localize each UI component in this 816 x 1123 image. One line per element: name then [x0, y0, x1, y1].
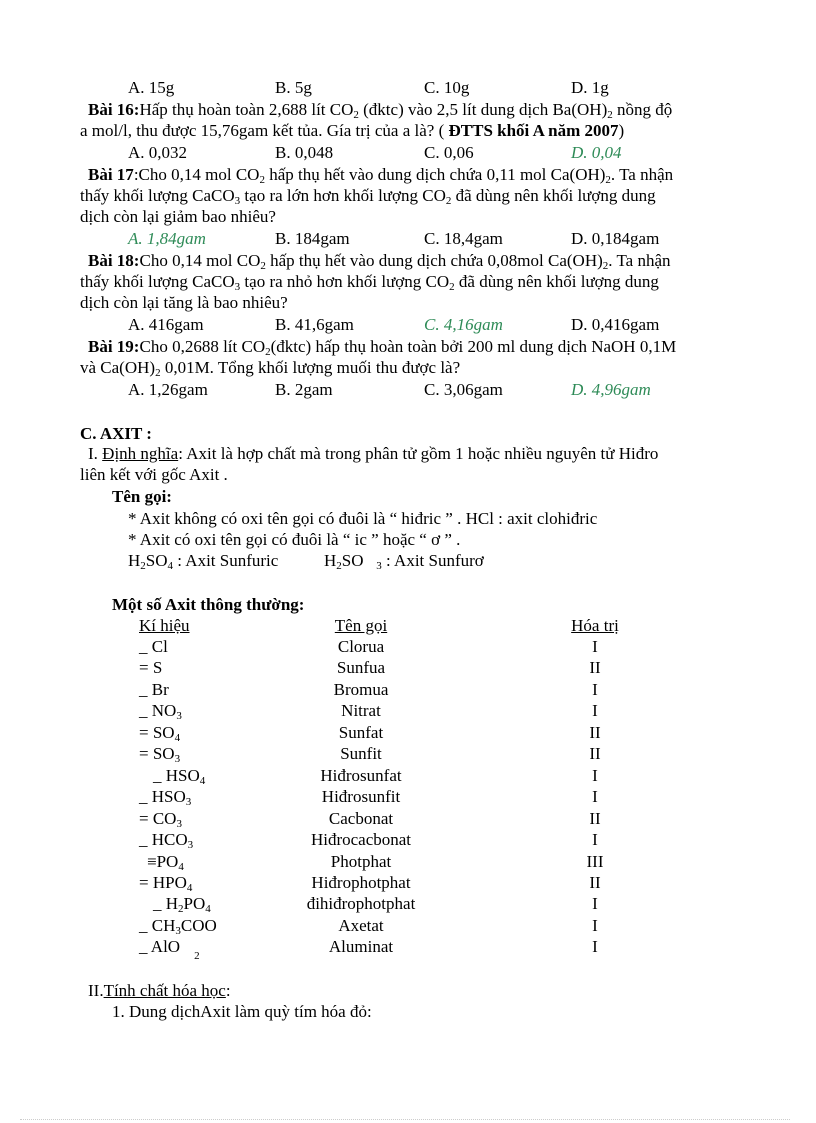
answer-a: A. 15g: [128, 78, 175, 97]
answer-b: B. 5g: [275, 78, 312, 97]
acid-symbol: _ Br: [139, 680, 169, 699]
header-name: Tên gọi: [334, 616, 388, 635]
acid-name: Axetat: [338, 916, 384, 935]
answer-c-correct: C. 4,16gam: [424, 315, 503, 334]
page-bottom-border: [20, 1119, 790, 1120]
answer-d: D. 1g: [571, 78, 609, 97]
header-valence: Hóa trị: [571, 616, 619, 635]
answer-d: D. 0,184gam: [571, 229, 660, 248]
naming-rule2: * Axit có oxi tên gọi có đuôi là “ ic ” hoặc “ ơ ” .: [128, 530, 461, 549]
header-symbol: Kí hiệu: [139, 616, 190, 635]
acid-symbol: = S: [139, 658, 163, 677]
q19-line2: và $Ca(OH)_2$ 0,01M. Tổng khối lượng muối thu được là?: [80, 358, 461, 379]
acid-symbol: _ $NO_3$: [139, 701, 182, 722]
answer-c: C. 10g: [424, 78, 470, 97]
acid-name: Hiđrocacbonat: [310, 830, 412, 849]
acid-valence: II: [589, 658, 601, 677]
acid-symbol: = $CO_3$: [139, 809, 182, 830]
definition-line1: I. Định nghĩa: Axit là hợp chất mà trong phân tử gồm 1 hoặc nhiều nguyên tử Hiđro: [88, 444, 659, 463]
answer-c: C. 0,06: [424, 143, 474, 162]
acid-name: Hiđrosunfat: [320, 766, 402, 785]
answer-d-correct: D. 4,96gam: [571, 380, 651, 399]
naming-example1: $H_2SO_4$ : Axit Sunfuric: [128, 551, 279, 572]
answer-a: A. 416gam: [128, 315, 204, 334]
q18-line3: dịch còn lại tăng là bao nhiêu?: [80, 293, 288, 312]
acids-title: Một số Axit thông thường:: [112, 595, 305, 614]
acid-valence: I: [592, 787, 598, 806]
answer-d: D. 0,416gam: [571, 315, 660, 334]
acid-name: Bromua: [333, 680, 389, 699]
acid-symbol: = $HPO_4$: [139, 873, 193, 894]
acid-name: Sunfit: [340, 744, 382, 763]
acid-symbol: _ $CH_3COO$: [139, 916, 217, 937]
acid-valence: II: [589, 809, 601, 828]
acid-symbol: = $SO_4$: [139, 723, 181, 744]
acid-symbol: _ $H_2PO_4$: [153, 894, 211, 915]
acid-symbol: _ AlO $_2$: [139, 937, 200, 962]
q16-line2: a mol/l, thu được 15,76gam kết tủa. Gía trị của a là? ( ĐTTS khối A năm 2007): [80, 121, 625, 140]
q19-line1: Bài 19:Cho 0,2688 lít $CO_2(đktc)$ hấp thụ hoàn toàn bởi 200 ml dung dịch NaOH 0,1M: [88, 337, 677, 358]
acid-symbol: = $SO_3$: [139, 744, 181, 765]
acid-name: Cacbonat: [328, 809, 394, 828]
acid-symbol: _ $HSO_4$: [153, 766, 206, 787]
acid-valence: I: [592, 937, 598, 956]
acid-name: Photphat: [330, 852, 392, 871]
answer-b: B. 184gam: [275, 229, 350, 248]
q17-line3: dịch còn lại giảm bao nhiêu?: [80, 207, 276, 226]
naming-title: Tên gọi:: [112, 487, 172, 506]
answer-c: C. 18,4gam: [424, 229, 503, 248]
answer-a: A. 1,26gam: [128, 380, 208, 399]
acid-valence: I: [592, 637, 598, 656]
answer-b: B. 41,6gam: [275, 315, 354, 334]
answer-d-correct: D. 0,04: [571, 143, 622, 162]
acid-valence: I: [592, 766, 598, 785]
acid-symbol: _ Cl: [139, 637, 168, 656]
answer-a: A. 0,032: [128, 143, 188, 162]
acid-valence: I: [592, 830, 598, 849]
acid-name: Hiđrosunfit: [321, 787, 401, 806]
answer-b: B. 0,048: [275, 143, 334, 162]
acid-name: Aluminat: [328, 937, 394, 956]
chem-heading: II.Tính chất hóa học:: [88, 981, 231, 1000]
q16-line1: Bài 16:Hấp thụ hoàn toàn 2,688 lít $CO_2$ (đktc) vào 2,5 lít dung dịch $Ba(OH)_2$ nồng độ: [88, 100, 673, 121]
chem-item1: 1. Dung dịchAxit làm quỳ tím hóa đỏ:: [112, 1002, 372, 1021]
acid-valence: II: [589, 723, 601, 742]
answer-c: C. 3,06gam: [424, 380, 503, 399]
acid-symbol: _ $HSO_3$: [139, 787, 192, 808]
answer-a-correct: A. 1,84gam: [128, 229, 206, 248]
acid-valence: I: [592, 916, 598, 935]
acid-symbol: $\equiv PO_4$: [147, 852, 184, 873]
acid-valence: I: [592, 680, 598, 699]
q17-line2: thấy khối lượng CaCO$_3$ tạo ra lớn hơn khối lượng $CO_2$ đã dùng nên khối lượng dung: [80, 186, 656, 207]
naming-example2: $H_2SO$ $_3$ : Axit Sunfurơ: [324, 551, 484, 572]
acid-name: đihiđrophotphat: [306, 894, 416, 913]
acid-valence: III: [586, 852, 604, 871]
section-heading: C. AXIT :: [80, 424, 152, 443]
acid-symbol: _ $HCO_3$: [139, 830, 194, 851]
naming-rule1: * Axit không có oxi tên gọi có đuôi là “ hiđric ” . HCl : axit clohiđric: [128, 509, 598, 528]
q18-line2: thấy khối lượng CaCO$_3$ tạo ra nhỏ hơn khối lượng $CO_2$ đã dùng nên khối lượng dung: [80, 272, 659, 293]
acid-name: Sunfat: [338, 723, 384, 742]
acid-valence: I: [592, 894, 598, 913]
q18-line1: Bài 18:Cho 0,14 mol $CO_2$ hấp thụ hết vào dung dịch chứa 0,08mol $Ca(OH)_2$. Ta nhận: [88, 251, 671, 272]
definition-line2: liên kết với gốc Axit .: [80, 465, 228, 484]
answer-b: B. 2gam: [275, 380, 333, 399]
acid-name: Clorua: [337, 637, 385, 656]
acid-valence: I: [592, 701, 598, 720]
acid-valence: II: [589, 744, 601, 763]
acid-name: Nitrat: [341, 701, 381, 720]
q17-line1: Bài 17:Cho 0,14 mol $CO_2$ hấp thụ hết vào dung dịch chứa 0,11 mol $Ca(OH)_2$. Ta nhận: [88, 165, 674, 186]
acid-valence: II: [589, 873, 601, 892]
acid-name: Hiđrophotphat: [311, 873, 411, 892]
acid-name: Sunfua: [336, 658, 386, 677]
